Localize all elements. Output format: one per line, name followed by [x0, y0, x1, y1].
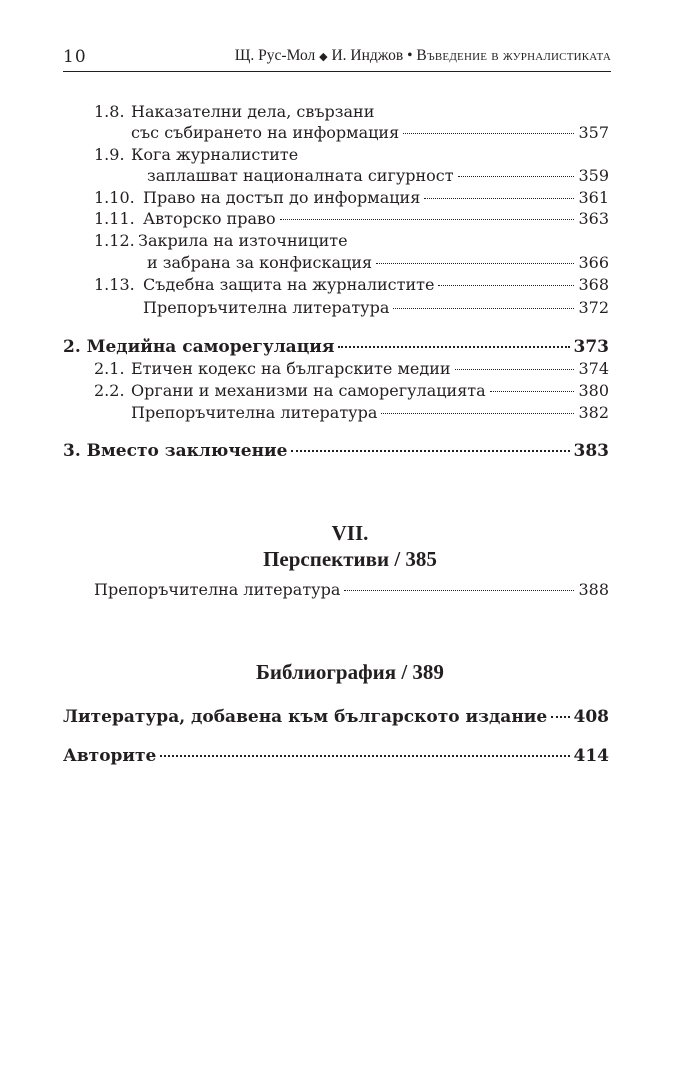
- toc-title: със събирането на информация: [131, 123, 400, 142]
- toc-number: 2.1.: [94, 359, 125, 378]
- dot-leader: [291, 450, 569, 452]
- toc-page: 372: [578, 298, 609, 317]
- dot-leader: [438, 285, 574, 286]
- toc-title: заплашват националната сигурност: [147, 166, 454, 185]
- diamond-separator: ◆: [319, 51, 328, 63]
- bullet-separator: •: [407, 47, 413, 64]
- toc-entry-authors: [63, 746, 609, 766]
- toc-number: 1.11.: [94, 209, 135, 228]
- toc-page: 366: [578, 253, 609, 272]
- toc-page: 373: [573, 337, 609, 357]
- toc-title: Органи и механизми на саморегулацията: [131, 381, 486, 400]
- toc-title: Наказателни дела, свързани: [131, 102, 375, 121]
- page-number: 10: [63, 47, 87, 67]
- toc-title: Литература, добавена към българското издание: [63, 707, 548, 727]
- toc-page: 408: [573, 707, 609, 727]
- book-title: Въведение в журналистиката: [416, 47, 611, 64]
- chapter-numeral: VII.: [331, 521, 369, 545]
- dot-leader: [424, 198, 574, 199]
- toc-entry-2: [63, 337, 609, 357]
- toc-title: Съдебна защита на журналистите: [143, 275, 435, 294]
- toc-title: Закрила на източниците: [138, 231, 348, 250]
- toc-title: Право на достъп до информация: [143, 188, 421, 207]
- toc-entry-1-9-line1: [94, 145, 298, 165]
- toc-page: 359: [578, 166, 609, 185]
- toc-page: 388: [578, 580, 609, 599]
- toc-number: 2.2.: [94, 381, 125, 400]
- author-2: И. Инджов: [331, 47, 404, 64]
- dot-leader: [455, 369, 575, 370]
- toc-entry-3: [63, 441, 609, 461]
- toc-page: 357: [578, 123, 609, 142]
- dot-leader: [403, 133, 574, 134]
- toc-title: Етичен кодекс на българските медии: [131, 359, 451, 378]
- dot-leader: [344, 590, 574, 591]
- toc-title: Кога журналистите: [131, 145, 299, 164]
- dot-leader: [376, 263, 574, 264]
- toc-title: 3. Вместо заключение: [63, 441, 288, 461]
- toc-entry-1-10: [94, 188, 609, 208]
- dot-leader: [280, 219, 575, 220]
- dot-leader: [490, 391, 575, 392]
- dot-leader: [338, 346, 569, 348]
- header-rule: [63, 71, 611, 72]
- toc-entry-1-8: [131, 123, 609, 143]
- toc-entry-1-12: [147, 253, 609, 273]
- toc-page: 361: [578, 188, 609, 207]
- toc-entry-2-1: [94, 359, 609, 379]
- toc-entry-recommended-7: [94, 580, 609, 600]
- toc-number: 1.8.: [94, 102, 125, 121]
- toc-title: Авторско право: [143, 209, 276, 228]
- toc-page: 383: [573, 441, 609, 461]
- toc-entry-recommended-1: [143, 298, 609, 318]
- bibliography-title: Библиография / 389: [256, 660, 444, 684]
- toc-number: 1.12.: [94, 231, 135, 250]
- toc-number: 1.10.: [94, 188, 135, 207]
- toc-entry-literature-bg: [63, 707, 609, 727]
- running-head-text: [235, 47, 611, 65]
- toc-entry-1-13: [94, 275, 609, 295]
- toc-entry-2-2: [94, 381, 609, 401]
- toc-title: Препоръчителна литература: [94, 580, 341, 599]
- toc-entry-1-9: [147, 166, 609, 186]
- toc-page: 380: [578, 381, 609, 400]
- toc-entry-1-12-line1: [94, 231, 348, 251]
- toc-page: 382: [578, 403, 609, 422]
- toc-number: 1.9.: [94, 145, 125, 164]
- chapter-title: Перспективи / 385: [263, 547, 437, 571]
- toc-title: Препоръчителна литература: [131, 403, 378, 422]
- running-header: [63, 44, 611, 72]
- dot-leader: [160, 755, 569, 757]
- toc-page: 363: [578, 209, 609, 228]
- toc-title: и забрана за конфискация: [147, 253, 373, 272]
- author-1: Щ. Рус-Мол: [234, 47, 316, 64]
- toc-page: 374: [578, 359, 609, 378]
- dot-leader: [393, 308, 574, 309]
- toc-entry-1-11: [94, 209, 609, 229]
- toc-number: 1.13.: [94, 275, 135, 294]
- dot-leader: [458, 176, 575, 177]
- toc-title: 2. Медийна саморегулация: [63, 337, 335, 357]
- toc-page: 414: [573, 746, 609, 766]
- dot-leader: [551, 716, 569, 718]
- toc-title: Препоръчителна литература: [143, 298, 390, 317]
- toc-entry-1-8-line1: [94, 102, 374, 122]
- dot-leader: [381, 413, 574, 414]
- toc-entry-recommended-2: [131, 403, 609, 423]
- toc-title: Авторите: [63, 746, 157, 766]
- toc-page: 368: [578, 275, 609, 294]
